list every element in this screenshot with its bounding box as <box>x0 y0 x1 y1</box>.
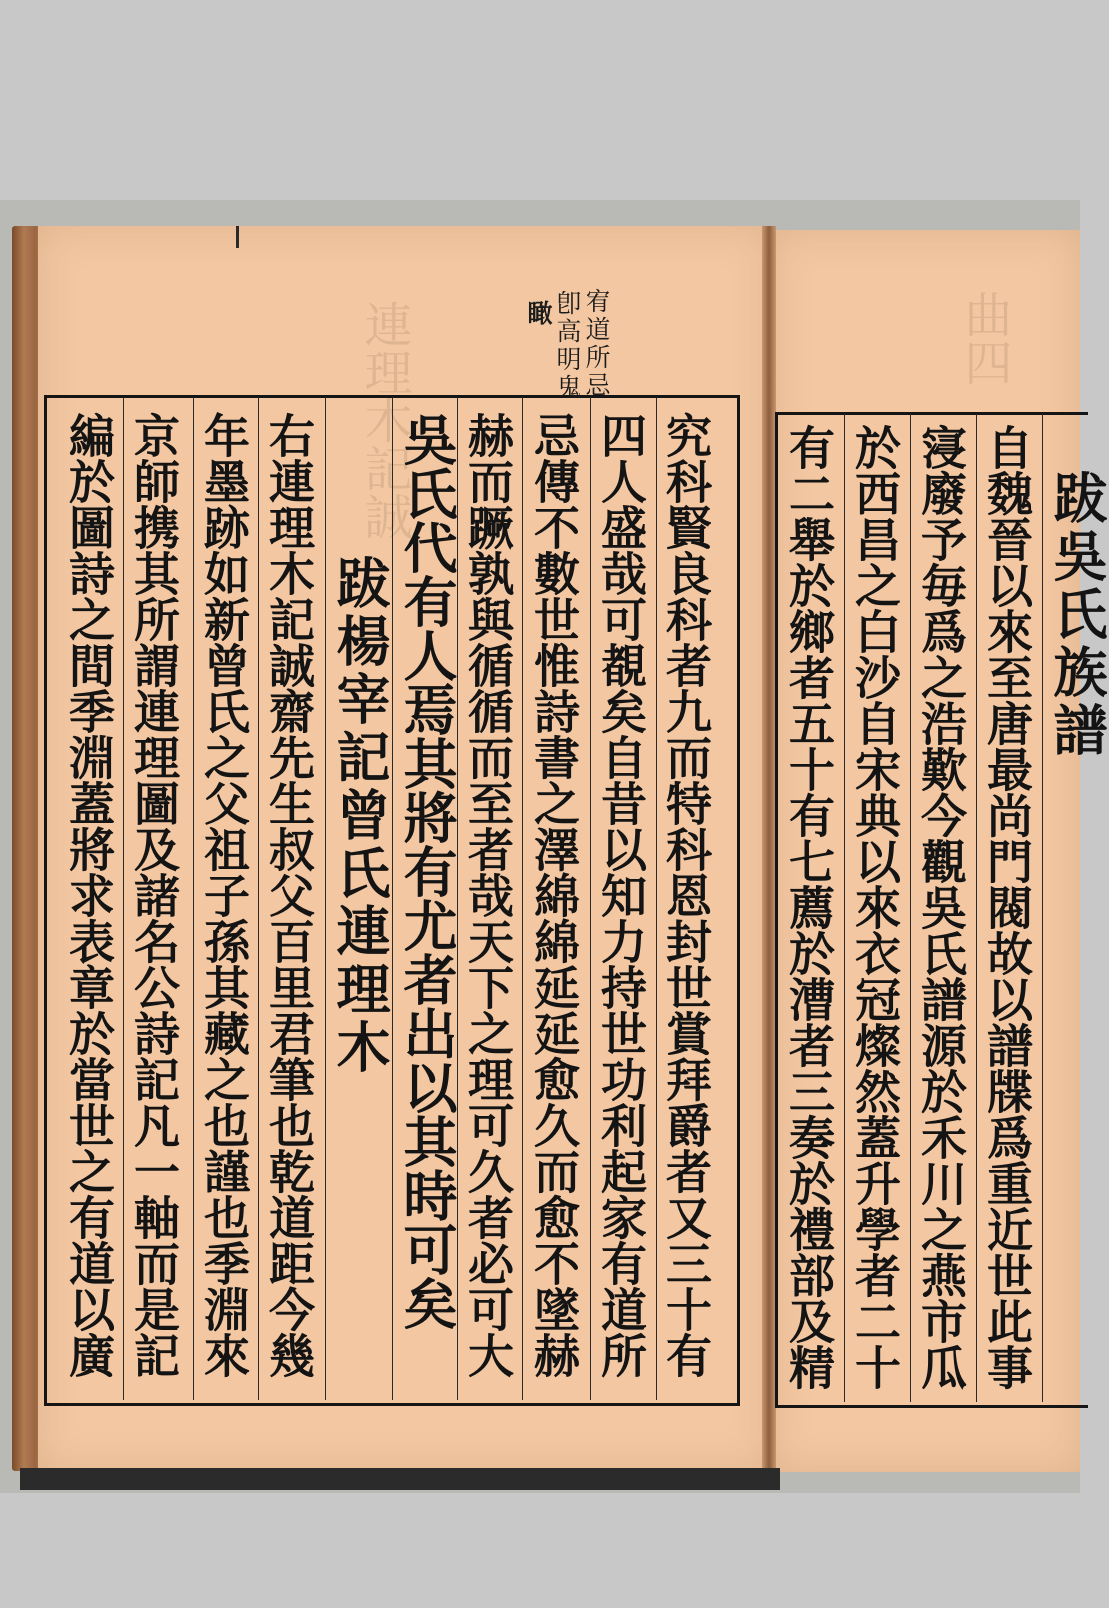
left-text-column-3: 忌傳不數世惟詩書之澤綿綿延延愈久而愈不墜赫 <box>527 412 581 1378</box>
column-rule <box>522 397 523 1400</box>
left-text-column-1: 究科賢良科者九而特科恩封世賞拜爵者又三十有 <box>659 412 713 1378</box>
note-column-3: 瞰 <box>524 300 553 328</box>
left-text-column-5: 吳氏代有人焉其將有尤者出以其時可矣 <box>395 412 459 1330</box>
column-rule <box>392 397 393 1400</box>
right-text-column-4: 有二舉於鄉者五十有七薦於漕者三奏於禮部及精 <box>782 424 836 1390</box>
column-rule <box>258 397 259 1400</box>
right-text-column-3: 於西昌之白沙自宋典以來衣冠燦然蓋升學者二十 <box>848 424 902 1390</box>
left-text-column-2: 四人盛哉可覩矣自昔以知力持世功利起家有道所 <box>594 412 648 1378</box>
bleed-through-left: 連理木記誠 <box>356 300 412 540</box>
column-rule <box>325 397 326 1400</box>
column-rule <box>590 397 591 1400</box>
left-section-title: 跋楊宰記曾氏連理木 <box>328 555 392 1077</box>
bleed-through-right: 曲四 <box>956 290 1012 386</box>
column-rule <box>193 397 194 1400</box>
left-text-column-8: 年墨跡如新曾氏之父祖子孫其藏之也謹也季淵來 <box>197 412 251 1378</box>
book-gutter <box>762 226 776 1472</box>
column-rule <box>656 397 657 1400</box>
note-column-1: 宥道所忌 <box>582 288 611 400</box>
left-text-column-7: 右連理木記誠齋先生叔父百里君筆也乾道距今幾 <box>262 412 316 1378</box>
column-rule <box>1042 414 1043 1402</box>
right-text-column-1: 自魏晉以來至唐最尚門閥故以譜牒爲重近世此事 <box>980 424 1034 1390</box>
column-rule <box>123 397 124 1400</box>
left-text-column-9: 京師携其所謂連理圖及諸名公詩記凡一軸而是記 <box>127 412 181 1378</box>
note-column-2: 卽高明鬼 <box>553 290 582 402</box>
column-rule <box>976 414 977 1402</box>
left-text-column-4: 赫而蹶孰與循循而至者哉天下之理可久者必可大 <box>461 412 515 1378</box>
right-section-title: 跋吳氏族譜 <box>1045 470 1109 760</box>
page-margin-mark <box>236 226 239 248</box>
left-text-column-10: 編於圖詩之間季淵蓋將求表章於當世之有道以廣 <box>62 412 116 1378</box>
column-rule <box>910 414 911 1402</box>
right-text-column-2: 寖廢予毎爲之浩歎今觀吳氏譜源於禾川之燕市瓜 <box>914 424 968 1390</box>
column-rule <box>844 414 845 1402</box>
book-bottom-shadow <box>20 1468 780 1490</box>
